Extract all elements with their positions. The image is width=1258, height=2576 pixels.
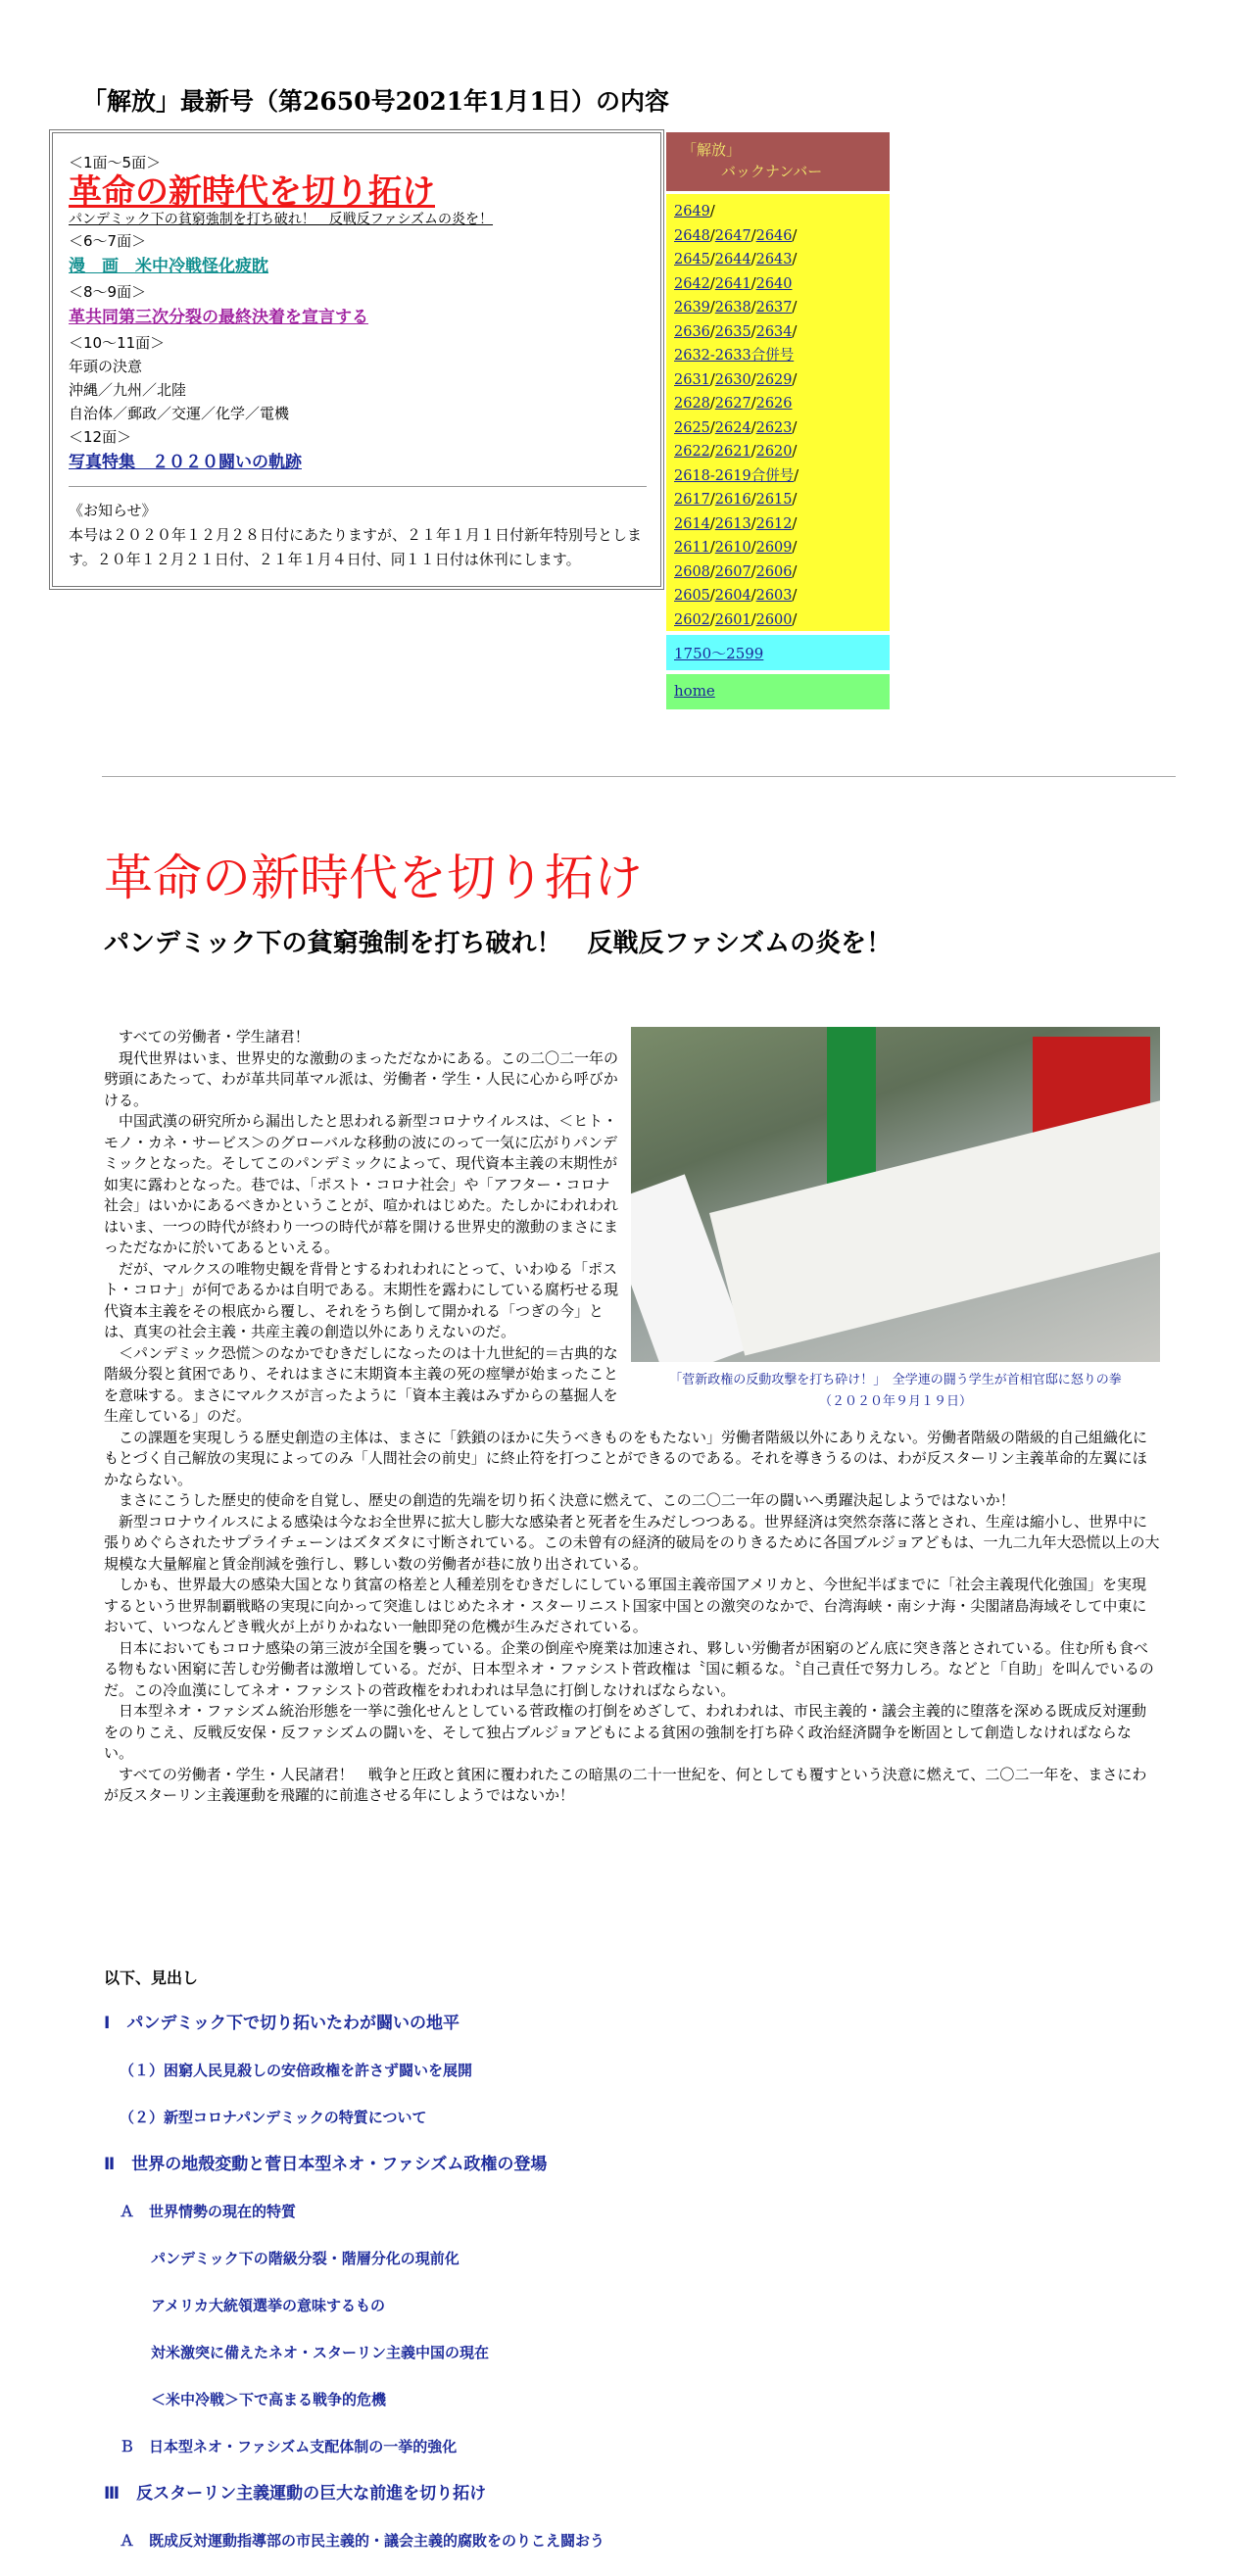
kakukyo-article-link[interactable]: 革共同第三次分裂の最終決着を宣言する (69, 308, 368, 327)
article-paragraph: 新型コロナウイルスによる感染は今なお全世界に拡大し膨大な感染者と死者を生みだしつつある。世界経済は突然奈落に落とされ、生産は縮小し、世界中に張りめぐらされたサプライチェーンはズタズタに寸断されている。この未曾有の経済的破局をのりきるために各国ブルジョアどもは、一九二九年大恐慌以上の大規模な大量解雇と賃金削減を強行し、夥しい数の労働者が巷に放り出されている。 (104, 1512, 1160, 1573)
back-number-link[interactable]: 2629 (755, 371, 793, 388)
back-number-list (666, 194, 890, 631)
back-number-link[interactable]: 2625 (674, 419, 710, 436)
back-number-header (666, 132, 890, 191)
heading-item: Ⅱ 世界の地殻変動と菅日本型ネオ・ファシズム政権の登場 (104, 2155, 548, 2174)
back-number-link[interactable]: 2626 (755, 396, 793, 412)
article-subtitle: パンデミック下の貧窮強制を打ち破れ！ 反戦反ファシズムの炎を！ (104, 929, 893, 958)
back-number-link[interactable]: 2627 (714, 396, 751, 412)
back-number-link[interactable]: 2600 (755, 611, 793, 628)
back-number-link[interactable]: 2645 (674, 252, 710, 267)
heading-item: パンデミック下の階級分裂・階層分化の現前化 (151, 2250, 460, 2267)
heading-item: Ⅰ パンデミック下で切り拓いたわが闘いの地平 (104, 2014, 460, 2033)
back-number-link[interactable]: 2630 (714, 371, 751, 388)
back-number-link[interactable]: 2640 (755, 275, 793, 292)
photo-caption-date: （２０２０年９月１９日） (818, 1394, 972, 1409)
heading-item: （１）困窮人民見殺しの安倍政権を許さず闘いを展開 (120, 2062, 473, 2079)
article-paragraph: ＜パンデミック恐慌＞のなかでむきだしになったのは十九世紀的＝古典的な階級分裂と貧困であり、それはまさに末期資本主義の死の痙攣が始まったことを意味する。まさにマルクスが言ったように「資本主義はみずからの墓掘人を生産している」のだ。 (104, 1343, 619, 1425)
heading-item: Ａ 世界情勢の現在的特質 (120, 2203, 297, 2220)
back-number-link[interactable]: 2617 (674, 492, 710, 508)
article-paragraph: だが、マルクスの唯物史観を背骨とするわれわれにとって、いわゆる「ポスト・コロナ」が何であるかは自明である。末期性を露わにしている腐朽せる現代資本主義をその根底から覆し、それをうち倒して開かれる「つぎの今」とは、真実の社会主義・共産主義の創造以外にありえないのだ。 (104, 1259, 619, 1340)
toc-text-line: 自治体／郵政／交運／化学／電機 (69, 405, 290, 422)
back-number-link[interactable]: 2614 (674, 515, 710, 532)
back-number-row: 2636/2635/2634/ (674, 323, 798, 340)
back-number-header-name: 「解放」 (682, 141, 742, 159)
photo-space (621, 1027, 1160, 1389)
article-paragraph: まさにこうした歴史的使命を自覚し、歴史の創造的先端を切り拓く決意に燃えて、この二〇二一年の闘いへ勇躍決起しようではないか！ (119, 1491, 1015, 1509)
section-label-1-5: ＜1面～5面＞ (69, 154, 162, 171)
back-number-link[interactable]: 2605 (674, 588, 710, 604)
back-number-link[interactable]: 2609 (755, 540, 793, 556)
back-number-link[interactable]: 2644 (714, 252, 751, 267)
back-number-link[interactable]: 2639 (674, 300, 710, 316)
back-number-link[interactable]: 2608 (674, 563, 710, 580)
back-number-link[interactable]: 2634 (755, 323, 793, 340)
back-number-link[interactable]: 2638 (714, 300, 751, 316)
page-heading: 「解放」最新号（第2650号2021年1月1日）の内容 (82, 87, 669, 116)
back-number-link[interactable]: 2612 (755, 515, 793, 532)
back-number-link[interactable]: 2623 (755, 419, 793, 436)
section-label-10-11: ＜10～11面＞ (69, 334, 166, 352)
home-box (666, 674, 890, 709)
back-number-link[interactable]: 2615 (755, 492, 793, 508)
back-number-link[interactable]: 2607 (714, 563, 751, 580)
section-label-12: ＜12面＞ (69, 428, 132, 446)
back-number-row: 2618-2619合併号/ (674, 467, 799, 484)
older-issues-link[interactable]: 1750～2599 (674, 645, 764, 662)
section-label-6-7: ＜6～7面＞ (69, 232, 147, 250)
back-number-link[interactable]: 2646 (755, 227, 793, 244)
heading-item: アメリカ大統領選挙の意味するもの (151, 2297, 385, 2314)
article-paragraph: 中国武漢の研究所から漏出したと思われる新型コロナウイルスは、＜ヒト・モノ・カネ・サービス＞のグローバルな移動の波にのって一気に広がりパンデミックとなった。そしてこのパンデミックによって、現代資本主義の末期性が如実に露わとなった。巷では、「ポスト・コロナ社会」や「アフター・コロナ社会」はいかにあるべきかということが、喧かれはじめた。たしかにわれわれはいま、一つの時代が終わり一つの時代が幕を開ける世界史的激動のまさにまっただなかに於いてあるといえる。 (104, 1112, 619, 1256)
back-number-link[interactable]: 2610 (714, 540, 751, 556)
back-number-row: 2605/2604/2603/ (674, 588, 798, 604)
section-label-8-9: ＜8～9面＞ (69, 283, 147, 301)
back-number-link[interactable]: 2611 (674, 540, 710, 556)
back-number-link[interactable]: 2649 (674, 204, 710, 219)
notice-body: 本号は２０２０年１２月２８日付にあたりますが、２１年１月１日付新年特別号とします。２０年１２月２１日付、２１年１月４日付、同１１日付は休刊にします。 (69, 526, 643, 568)
back-number-link[interactable]: 2622 (674, 444, 710, 460)
back-number-link[interactable]: 2621 (714, 444, 751, 460)
heading-item: Ⅲ 反スターリン主義運動の巨大な前進を切り拓け (104, 2484, 487, 2503)
back-number-link[interactable]: 2642 (674, 275, 710, 292)
photo-feature-link[interactable]: 写真特集 ２０２０闘いの軌跡 (69, 453, 302, 472)
home-link[interactable]: home (674, 682, 715, 700)
article-paragraph: しかも、世界最大の感染大国となり貧富の格差と人種差別をむきだしにしている軍国主義帝国アメリカと、今世紀半ばまでに「社会主義現代化強国」を実現するという世界制覇戦略の実現に向かって突進しはじめたネオ・スターリニスト国家中国との激突のなかで、台湾海峡・南シナ海・尖閣諸島海域そして中東において、いつなんどき戦火が上がりかねない一触即発の危機が生みだされている。 (104, 1576, 1147, 1635)
heading-item: 対米激突に備えたネオ・スターリン主義中国の現在 (151, 2344, 490, 2361)
article-paragraph: すべての労働者・学生・人民諸君！ 戦争と圧政と貧困に覆われたこの暗黒の二十一世紀を、何としても覆すという決意に燃えて、二〇二一年を、まさにわが反スターリン主義運動を飛躍的に前進させる年にしようではないか！ (104, 1765, 1147, 1804)
article-paragraph: 現代世界はいま、世界史的な激動のまっただなかにある。この二〇二一年の劈頭にあたって、わが革共同革マル派は、労働者・学生・人民に心から呼びかける。 (104, 1048, 619, 1109)
headings-list (104, 1966, 1182, 2576)
back-number-row: 2628/2627/2626 (674, 396, 793, 412)
heading-item: Ａ 既成反対運動指導部の市民主義的・議会主義的腐敗をのりこえ闘おう (120, 2532, 605, 2550)
back-number-row: 2639/2638/2637/ (674, 300, 798, 316)
back-number-row: 2611/2610/2609/ (674, 540, 798, 556)
back-number-row: 2617/2616/2615/ (674, 492, 798, 508)
back-number-link[interactable]: 2613 (714, 515, 751, 532)
article-paragraph: すべての労働者・学生諸君！ (119, 1028, 310, 1045)
back-number-link[interactable]: 2631 (674, 371, 710, 388)
back-number-row (674, 344, 890, 368)
back-number-row: 2625/2624/2623/ (674, 419, 798, 436)
article-paragraph: この課題を実現しうる歴史創造の主体は、まさに「鉄鎖のほかに失うべきものをもたない」労働者階級以外にありえない。労働者階級の階級的自己組織化にもとづく自己解放の実現によってのみ「人間社会の前史」に終止符を打つことができるのである。それを導きうるのは、わが反スターリン主義革命的左翼にほかならない。 (104, 1428, 1148, 1488)
back-number-row: 2602/2601/2600/ (674, 611, 798, 628)
main-article-link[interactable]: 革命の新時代を切り拓け (69, 172, 435, 212)
back-number-link[interactable]: 2641 (714, 275, 751, 292)
back-number-link[interactable]: 2618-2619合併号 (674, 467, 795, 484)
back-number-link[interactable]: 2601 (714, 611, 751, 628)
main-article-subtitle-link[interactable]: パンデミック下の貧窮強制を打ち破れ！ 反戦反ファシズムの炎を！ (69, 212, 494, 227)
back-number-link[interactable]: 2624 (714, 419, 751, 436)
back-number-link[interactable]: 2616 (714, 492, 751, 508)
back-number-link[interactable]: 2620 (755, 444, 793, 460)
back-number-row: 2614/2613/2612/ (674, 515, 798, 532)
back-number-link[interactable]: 2635 (714, 323, 751, 340)
toc-text-line: 年頭の決意 (69, 358, 143, 375)
heading-item: （２）新型コロナパンデミックの特質について (120, 2109, 427, 2126)
back-number-link[interactable]: 2637 (755, 300, 793, 316)
photo-caption-line: 「菅新政権の反動攻撃を打ち砕け！」 全学連の闘う学生が首相官邸に怒りの拳 (669, 1373, 1122, 1387)
issue-contents-box (49, 129, 664, 590)
back-number-row: 2649/ (674, 204, 715, 219)
back-number-row: 2622/2621/2620/ (674, 444, 798, 460)
back-number-link[interactable]: 2636 (674, 323, 710, 340)
headings-intro: 以下、見出し (104, 1968, 199, 1987)
back-number-link[interactable]: 2648 (674, 227, 710, 244)
back-number-header-label: バックナンバー (721, 163, 823, 180)
divider (69, 486, 647, 487)
horizontal-rule (102, 776, 1176, 777)
back-number-link[interactable]: 2643 (755, 252, 793, 267)
toc-text-line: 沖縄／九州／北陸 (69, 381, 187, 399)
back-number-link[interactable]: 2628 (674, 396, 710, 412)
back-number-link[interactable]: 2606 (755, 563, 793, 580)
back-number-link[interactable]: 2604 (714, 588, 751, 604)
article-paragraph: 日本型ネオ・ファシズム統治形態を一挙に強化せんとしている菅政権の打倒をめざして、われわれは、市民主義的・議会主義的に堕落を深める既成反対運動をのりこえ、反戦反安保・反ファシズムの闘いを、そして独占ブルジョアどもによる貧困の強制を打ち砕く政治経済闘争を断固として創造しなければならない。 (104, 1702, 1146, 1762)
back-number-row: 2645/2644/2643/ (674, 252, 798, 267)
back-number-row: 2631/2630/2629/ (674, 371, 798, 388)
back-number-link[interactable]: 2603 (755, 588, 793, 604)
heading-item: ＜米中冷戦＞下で高まる戦争的危機 (151, 2391, 387, 2408)
notice-title: 《お知らせ》 (69, 502, 157, 519)
back-number-row: 2608/2607/2606/ (674, 563, 798, 580)
article-title: 革命の新時代を切り拓け (104, 850, 643, 906)
heading-item: Ｂ 日本型ネオ・ファシズム支配体制の一挙的強化 (120, 2438, 458, 2455)
older-issues-box (666, 635, 890, 670)
article-paragraph: 日本においてもコロナ感染の第三波が全国を襲っている。企業の倒産や廃業は加速され、夥しい労働者が困窮のどん底に突き落とされている。住む所も食べる物もない困窮に苦しむ労働者は激増している。だが、日本型ネオ・ファシスト菅政権は〝国に頼るな。〝自己責任で努力しろ。などと「自助」を叫んでいるのだ。この冷血漢にしてネオ・ファシストの菅政権をわれわれは早急に打倒しなければならない。 (104, 1638, 1154, 1699)
back-number-link[interactable]: 2632-2633合併号 (674, 348, 795, 364)
back-number-link[interactable]: 2647 (714, 227, 751, 244)
manga-link[interactable]: 漫 画 米中冷戦怪化疲眈 (69, 257, 268, 276)
back-number-row: 2642/2641/2640 (674, 275, 793, 292)
back-number-link[interactable]: 2602 (674, 611, 710, 628)
article-body (104, 1027, 1160, 1807)
back-number-row: 2648/2647/2646/ (674, 227, 798, 244)
